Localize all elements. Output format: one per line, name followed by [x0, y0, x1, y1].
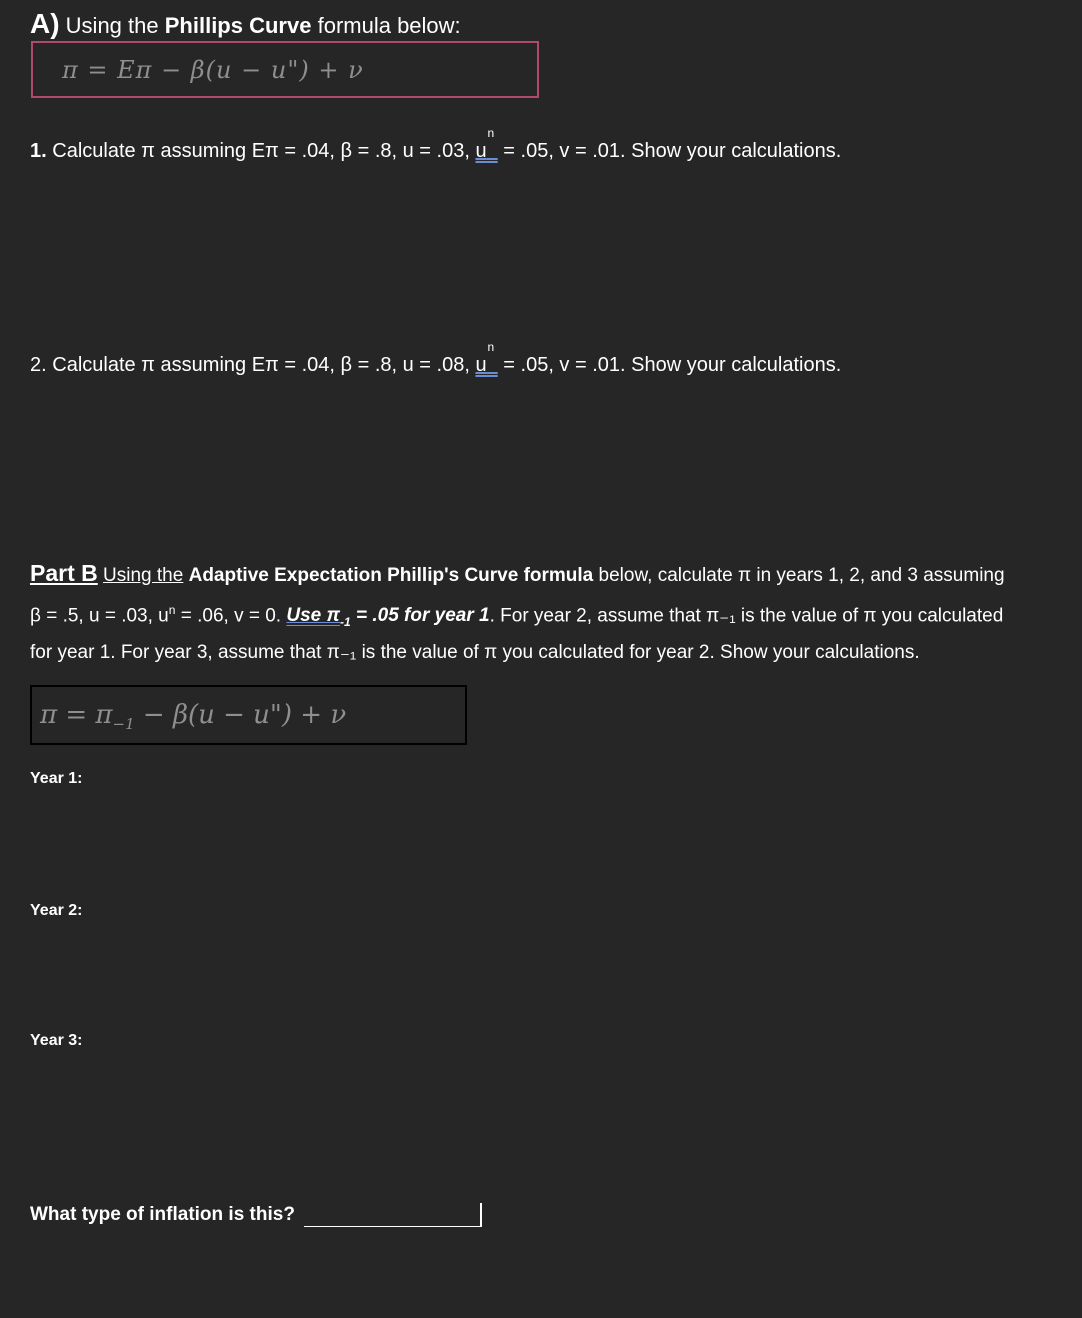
part-b-use-pi: Use π [286, 605, 341, 627]
part-a-intro: Using the [65, 13, 159, 38]
adaptive-formula-lhs: π = [40, 700, 88, 730]
part-a-bold: Phillips Curve [164, 13, 312, 38]
q1-number: 1. [30, 140, 47, 162]
adaptive-formula-pi: π [95, 700, 113, 730]
adaptive-formula-rhs: − β(u − u") + ν [142, 700, 347, 730]
q2-u-symbol: u [475, 354, 487, 376]
part-b-formula-name: Adaptive Expectation Phillip's Curve formula [188, 565, 594, 586]
adaptive-formula [40, 700, 346, 733]
part-b-line-2 [30, 603, 1003, 629]
question-1 [30, 126, 842, 163]
part-a-rest: formula below: [317, 13, 461, 38]
part-b-line-3: for year 1. For year 3, assume that π₋₁ is the value of π you calculated for year 2. Show your calculations. [30, 642, 920, 663]
phillips-formula: π = Eπ − β(u − u") + ν [62, 56, 364, 84]
part-b-superscript: n [168, 603, 176, 617]
q1-u-natural [475, 126, 497, 162]
part-b-year1-value: = .05 for year 1 [355, 605, 490, 627]
q1-suffix: = .05, v = .01. Show your calculations. [503, 140, 842, 162]
year-2-label: Year 2: [30, 902, 83, 919]
q2-superscript: n [487, 340, 495, 354]
q1-u-symbol: u [475, 140, 487, 162]
q2-number: 2. [30, 354, 47, 376]
answer-blank[interactable] [304, 1226, 480, 1227]
part-b-params-2: = .06, v = 0. [180, 605, 282, 627]
q2-u-natural [475, 340, 497, 376]
q1-superscript: n [487, 126, 495, 140]
year-1-label: Year 1: [30, 770, 83, 787]
part-a-label: A) [30, 8, 60, 39]
part-b-line-1 [30, 560, 1005, 587]
part-b-using: Using the [103, 565, 184, 586]
part-b-params: β = .5, u = .03, u [30, 605, 169, 627]
part-a-heading [30, 8, 461, 40]
question-2 [30, 340, 842, 377]
inflation-type-question: What type of inflation is this? [30, 1204, 295, 1225]
q2-suffix: = .05, v = .01. Show your calculations. [503, 354, 842, 376]
adaptive-formula-sub: −1 [112, 715, 135, 734]
part-b-subscript: -1 [340, 615, 351, 630]
q1-prefix: Calculate π assuming Eπ = .04, β = .8, u = .03, [52, 140, 470, 162]
text-cursor [480, 1203, 482, 1227]
part-b-title: Part B [30, 560, 98, 586]
part-b-line2-rest: . For year 2, assume that π₋₁ is the value of π you calculated [489, 605, 1004, 627]
part-b-line1-rest: below, calculate π in years 1, 2, and 3 assuming [598, 565, 1005, 586]
q2-prefix: Calculate π assuming Eπ = .04, β = .8, u = .08, [52, 354, 470, 376]
year-3-label: Year 3: [30, 1032, 83, 1049]
